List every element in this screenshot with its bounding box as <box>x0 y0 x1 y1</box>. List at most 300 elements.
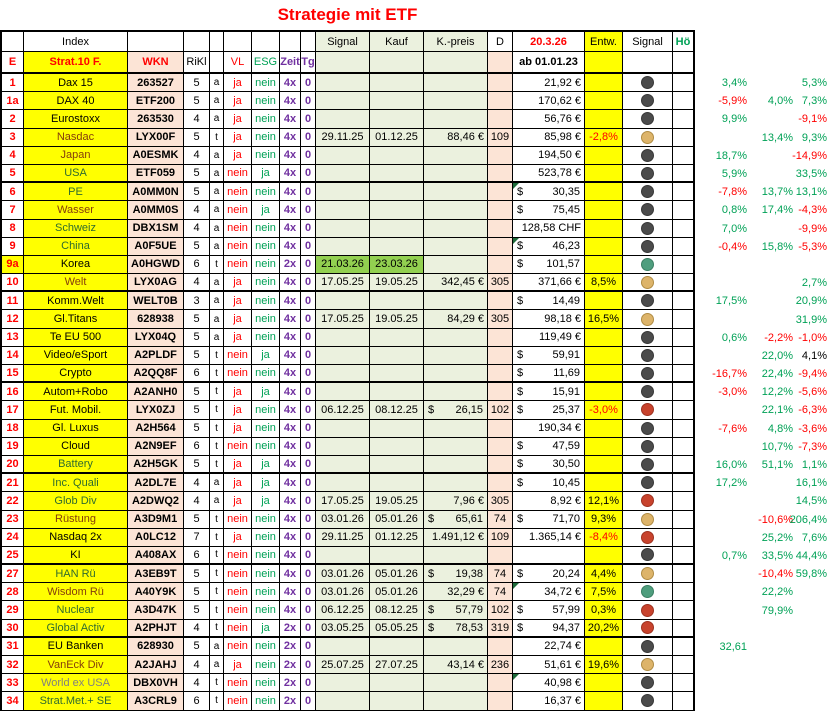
kaufpreis-cell[interactable] <box>424 183 488 200</box>
vl-cell[interactable]: nein <box>224 238 252 255</box>
days-cell[interactable] <box>488 674 513 691</box>
header-blank-signal[interactable] <box>316 52 370 72</box>
vl-cell[interactable]: ja <box>224 529 252 546</box>
index-label-cell[interactable]: Wasser <box>24 201 128 218</box>
kaufpreis-cell[interactable]: 7,96 € <box>424 492 488 509</box>
wkn-cell[interactable]: LYX00F <box>128 129 184 146</box>
current-price-cell[interactable]: 40,98 € <box>513 674 585 691</box>
entw-cell[interactable] <box>585 347 623 364</box>
performance-pct-cell[interactable] <box>747 165 793 183</box>
hoe-cell[interactable] <box>673 401 693 418</box>
performance-pct-cell[interactable] <box>695 129 747 147</box>
performance-pct-cell[interactable]: 33,5% <box>761 549 793 562</box>
performance-pct-cell[interactable]: 17,2% <box>715 477 747 490</box>
performance-pct-cell[interactable] <box>695 256 747 274</box>
performance-pct-cell[interactable] <box>793 656 827 674</box>
tg-cell[interactable]: 0 <box>301 110 316 127</box>
esg-cell[interactable]: nein <box>252 238 280 255</box>
performance-pct-cell[interactable]: -2,2% <box>764 331 793 344</box>
performance-pct-cell[interactable]: 13,7% <box>761 186 793 199</box>
kaufpreis-cell[interactable]: 342,45 € <box>424 274 488 290</box>
header-d[interactable]: D <box>488 32 513 51</box>
vl-cell[interactable]: nein <box>224 638 252 655</box>
days-cell[interactable] <box>488 692 513 709</box>
header-at[interactable] <box>210 52 224 72</box>
current-price-cell[interactable]: 194,50 € <box>513 147 585 164</box>
tg-cell[interactable]: 0 <box>301 365 316 381</box>
row-id-cell[interactable]: 7 <box>2 201 24 218</box>
hoe-cell[interactable] <box>673 511 693 528</box>
kauf-date-cell[interactable] <box>370 420 424 437</box>
tg-cell[interactable]: 0 <box>301 529 316 546</box>
wkn-cell[interactable]: A2DWQ2 <box>128 492 184 509</box>
row-id-cell[interactable]: 9a <box>2 256 24 273</box>
days-cell[interactable] <box>488 147 513 164</box>
current-price-cell[interactable] <box>513 365 585 381</box>
current-price-cell[interactable]: 8,92 € <box>513 492 585 509</box>
vl-cell[interactable]: ja <box>224 310 252 327</box>
vl-cell[interactable]: ja <box>224 656 252 673</box>
esg-cell[interactable]: ja <box>252 456 280 472</box>
signal-date-cell[interactable]: 03.01.26 <box>316 565 370 582</box>
signal-dot-cell[interactable] <box>623 420 673 437</box>
kaufpreis-cell[interactable] <box>424 383 488 400</box>
vl-cell[interactable]: nein <box>224 256 252 273</box>
kauf-date-cell[interactable] <box>370 438 424 455</box>
row-id-cell[interactable]: 13 <box>2 329 24 346</box>
kauf-date-cell[interactable]: 19.05.25 <box>370 310 424 327</box>
signal-date-cell[interactable] <box>316 383 370 400</box>
performance-pct-cell[interactable]: 4,8% <box>767 422 793 435</box>
type-cell[interactable]: a <box>210 220 224 237</box>
performance-pct-cell[interactable]: 0,6% <box>721 331 747 344</box>
kauf-date-cell[interactable]: 05.05.25 <box>370 620 424 636</box>
kauf-date-cell[interactable] <box>370 547 424 563</box>
type-cell[interactable]: t <box>210 674 224 691</box>
type-cell[interactable]: a <box>210 656 224 673</box>
index-label-cell[interactable]: PE <box>24 183 128 200</box>
wkn-cell[interactable]: LYX04Q <box>128 329 184 346</box>
zeit-cell[interactable]: 2x <box>280 638 301 655</box>
kaufpreis-cell[interactable]: 84,29 € <box>424 310 488 327</box>
row-id-cell[interactable]: 3 <box>2 129 24 146</box>
esg-cell[interactable]: nein <box>252 365 280 381</box>
vl-cell[interactable]: nein <box>224 547 252 563</box>
signal-dot-cell[interactable] <box>623 329 673 346</box>
entw-cell[interactable] <box>585 256 623 273</box>
tg-cell[interactable]: 0 <box>301 256 316 273</box>
kaufpreis-cell[interactable] <box>424 511 488 528</box>
signal-dot-cell[interactable] <box>623 110 673 127</box>
index-label-cell[interactable]: Strat.Met.+ SE <box>24 692 128 709</box>
tg-cell[interactable]: 0 <box>301 692 316 709</box>
row-id-cell[interactable]: 23 <box>2 511 24 528</box>
entw-cell[interactable] <box>585 674 623 691</box>
performance-pct-cell[interactable]: -6,3% <box>798 404 827 417</box>
tg-cell[interactable]: 0 <box>301 201 316 218</box>
wkn-cell[interactable]: WELT0B <box>128 292 184 309</box>
hoe-cell[interactable] <box>673 638 693 655</box>
entw-cell[interactable] <box>585 692 623 709</box>
tg-cell[interactable]: 0 <box>301 165 316 181</box>
signal-date-cell[interactable] <box>316 292 370 309</box>
kauf-date-cell[interactable] <box>370 201 424 218</box>
index-label-cell[interactable]: Te EU 500 <box>24 329 128 346</box>
rikl-cell[interactable]: 3 <box>184 292 210 309</box>
header-index[interactable]: Index <box>24 32 128 51</box>
kauf-date-cell[interactable] <box>370 365 424 381</box>
days-cell[interactable]: 102 <box>488 601 513 618</box>
signal-date-cell[interactable]: 29.11.25 <box>316 529 370 546</box>
signal-dot-cell[interactable] <box>623 511 673 528</box>
entw-cell[interactable] <box>585 329 623 346</box>
index-label-cell[interactable]: Dax 15 <box>24 74 128 91</box>
vl-cell[interactable]: nein <box>224 692 252 709</box>
signal-date-cell[interactable] <box>316 74 370 91</box>
signal-date-cell[interactable]: 17.05.25 <box>316 492 370 509</box>
hoe-cell[interactable] <box>673 274 693 290</box>
rikl-cell[interactable]: 6 <box>184 365 210 381</box>
performance-pct-cell[interactable] <box>747 274 793 292</box>
performance-pct-cell[interactable] <box>793 583 827 601</box>
type-cell[interactable]: t <box>210 583 224 600</box>
header-blank-at[interactable] <box>210 32 224 51</box>
hoe-cell[interactable] <box>673 383 693 400</box>
row-id-cell[interactable]: 11 <box>2 292 24 309</box>
performance-pct-cell[interactable]: -5,3% <box>798 240 827 253</box>
current-price-cell[interactable] <box>513 547 585 563</box>
kaufpreis-cell[interactable] <box>424 420 488 437</box>
entw-cell[interactable] <box>585 365 623 381</box>
kauf-date-cell[interactable]: 08.12.25 <box>370 401 424 418</box>
zeit-cell[interactable]: 4x <box>280 147 301 164</box>
header-entw[interactable]: Entw. <box>585 32 623 51</box>
row-id-cell[interactable]: 4 <box>2 147 24 164</box>
current-price-cell[interactable] <box>513 565 585 582</box>
tg-cell[interactable]: 0 <box>301 383 316 400</box>
zeit-cell[interactable]: 4x <box>280 201 301 218</box>
tg-cell[interactable]: 0 <box>301 347 316 364</box>
index-label-cell[interactable]: Komm.Welt <box>24 292 128 309</box>
header-ab-date[interactable]: ab 01.01.23 <box>513 52 585 72</box>
kauf-date-cell[interactable] <box>370 383 424 400</box>
signal-date-cell[interactable]: 03.05.25 <box>316 620 370 636</box>
vl-cell[interactable]: ja <box>224 474 252 491</box>
zeit-cell[interactable]: 2x <box>280 620 301 636</box>
rikl-cell[interactable]: 5 <box>184 383 210 400</box>
header-blank-tg[interactable] <box>301 32 316 51</box>
entw-cell[interactable] <box>585 201 623 218</box>
kaufpreis-cell[interactable] <box>424 329 488 346</box>
row-id-cell[interactable]: 15 <box>2 365 24 381</box>
performance-pct-cell[interactable]: 5,3% <box>801 77 827 90</box>
hoe-cell[interactable] <box>673 129 693 146</box>
performance-pct-cell[interactable]: 10,7% <box>761 440 793 453</box>
entw-cell[interactable]: 7,5% <box>585 583 623 600</box>
entw-cell[interactable] <box>585 238 623 255</box>
signal-dot-cell[interactable] <box>623 129 673 146</box>
tg-cell[interactable]: 0 <box>301 674 316 691</box>
rikl-cell[interactable]: 6 <box>184 692 210 709</box>
zeit-cell[interactable]: 2x <box>280 256 301 273</box>
current-price-cell[interactable] <box>513 201 585 218</box>
rikl-cell[interactable]: 4 <box>184 674 210 691</box>
hoe-cell[interactable] <box>673 183 693 200</box>
current-price-cell[interactable]: 85,98 € <box>513 129 585 146</box>
index-label-cell[interactable]: HAN Rü <box>24 565 128 582</box>
row-id-cell[interactable]: 8 <box>2 220 24 237</box>
signal-dot-cell[interactable] <box>623 620 673 636</box>
vl-cell[interactable]: nein <box>224 620 252 636</box>
tg-cell[interactable]: 0 <box>301 492 316 509</box>
rikl-cell[interactable]: 5 <box>184 165 210 181</box>
performance-pct-cell[interactable] <box>793 601 827 619</box>
kaufpreis-cell[interactable]: 43,14 € <box>424 656 488 673</box>
hoe-cell[interactable] <box>673 547 693 563</box>
kaufpreis-cell[interactable] <box>424 438 488 455</box>
hoe-cell[interactable] <box>673 620 693 636</box>
wkn-cell[interactable]: 628930 <box>128 638 184 655</box>
signal-date-cell[interactable]: 17.05.25 <box>316 274 370 290</box>
performance-pct-cell[interactable]: -5,9% <box>718 95 747 108</box>
days-cell[interactable]: 319 <box>488 620 513 636</box>
wkn-cell[interactable]: A2ANH0 <box>128 383 184 400</box>
esg-cell[interactable]: ja <box>252 620 280 636</box>
entw-cell[interactable]: 8,5% <box>585 274 623 290</box>
tg-cell[interactable]: 0 <box>301 292 316 309</box>
kauf-date-cell[interactable]: 08.12.25 <box>370 601 424 618</box>
performance-pct-cell[interactable]: 2,7% <box>801 277 827 290</box>
zeit-cell[interactable]: 4x <box>280 165 301 181</box>
header-blank-rikl[interactable] <box>184 32 210 51</box>
days-cell[interactable]: 109 <box>488 129 513 146</box>
rikl-cell[interactable]: 5 <box>184 74 210 91</box>
esg-cell[interactable]: nein <box>252 692 280 709</box>
header-signal[interactable]: Signal <box>316 32 370 51</box>
entw-cell[interactable] <box>585 183 623 200</box>
header-blank-entw[interactable] <box>585 52 623 72</box>
header-kpreis[interactable]: K.-preis <box>424 32 488 51</box>
performance-pct-cell[interactable] <box>793 620 827 638</box>
days-cell[interactable] <box>488 74 513 91</box>
days-cell[interactable] <box>488 347 513 364</box>
days-cell[interactable] <box>488 201 513 218</box>
wkn-cell[interactable]: A3CRL9 <box>128 692 184 709</box>
kauf-date-cell[interactable]: 05.01.26 <box>370 565 424 582</box>
esg-cell[interactable]: nein <box>252 147 280 164</box>
current-price-cell[interactable] <box>513 256 585 273</box>
signal-dot-cell[interactable] <box>623 529 673 546</box>
performance-pct-cell[interactable] <box>747 492 793 510</box>
wkn-cell[interactable]: A0LC12 <box>128 529 184 546</box>
performance-pct-cell[interactable] <box>747 147 793 165</box>
kaufpreis-cell[interactable]: 1.491,12 € <box>424 529 488 546</box>
vl-cell[interactable]: ja <box>224 383 252 400</box>
performance-pct-cell[interactable] <box>695 492 747 510</box>
esg-cell[interactable]: nein <box>252 274 280 290</box>
header-blank-wkn[interactable] <box>128 32 184 51</box>
signal-date-cell[interactable] <box>316 547 370 563</box>
performance-pct-cell[interactable]: -3,6% <box>798 422 827 435</box>
hoe-cell[interactable] <box>673 565 693 582</box>
index-label-cell[interactable]: Rüstung <box>24 511 128 528</box>
signal-date-cell[interactable]: 29.11.25 <box>316 129 370 146</box>
performance-pct-cell[interactable]: -3,0% <box>718 386 747 399</box>
performance-pct-cell[interactable]: 9,9% <box>721 113 747 126</box>
wkn-cell[interactable]: LYX0ZJ <box>128 401 184 418</box>
esg-cell[interactable]: nein <box>252 438 280 455</box>
kaufpreis-cell[interactable] <box>424 401 488 418</box>
wkn-cell[interactable]: DBX0VH <box>128 674 184 691</box>
row-id-cell[interactable]: 1a <box>2 92 24 109</box>
signal-date-cell[interactable] <box>316 365 370 381</box>
kauf-date-cell[interactable]: 05.01.26 <box>370 583 424 600</box>
esg-cell[interactable]: ja <box>252 492 280 509</box>
entw-cell[interactable]: -2,8% <box>585 129 623 146</box>
current-price-cell[interactable]: 16,37 € <box>513 692 585 709</box>
current-price-cell[interactable] <box>513 292 585 309</box>
kauf-date-cell[interactable] <box>370 347 424 364</box>
type-cell[interactable]: t <box>210 438 224 455</box>
header-vl[interactable]: VL <box>224 52 252 72</box>
vl-cell[interactable]: nein <box>224 511 252 528</box>
esg-cell[interactable]: nein <box>252 329 280 346</box>
performance-pct-cell[interactable] <box>695 601 747 619</box>
signal-dot-cell[interactable] <box>623 383 673 400</box>
kaufpreis-cell[interactable] <box>424 456 488 472</box>
entw-cell[interactable]: 12,1% <box>585 492 623 509</box>
rikl-cell[interactable]: 5 <box>184 329 210 346</box>
signal-dot-cell[interactable] <box>623 583 673 600</box>
performance-pct-cell[interactable] <box>747 310 793 328</box>
current-price-cell[interactable]: 21,92 € <box>513 74 585 91</box>
performance-pct-cell[interactable]: -16,7% <box>712 368 747 381</box>
performance-pct-cell[interactable]: 59,8% <box>795 568 827 581</box>
row-id-cell[interactable]: 28 <box>2 583 24 600</box>
esg-cell[interactable]: nein <box>252 220 280 237</box>
days-cell[interactable] <box>488 456 513 472</box>
index-label-cell[interactable]: Cloud <box>24 438 128 455</box>
signal-date-cell[interactable] <box>316 420 370 437</box>
days-cell[interactable] <box>488 438 513 455</box>
signal-dot-cell[interactable] <box>623 601 673 618</box>
entw-cell[interactable]: 16,5% <box>585 310 623 327</box>
esg-cell[interactable]: nein <box>252 292 280 309</box>
days-cell[interactable]: 102 <box>488 401 513 418</box>
kauf-date-cell[interactable] <box>370 238 424 255</box>
signal-date-cell[interactable] <box>316 456 370 472</box>
esg-cell[interactable]: nein <box>252 110 280 127</box>
signal-dot-cell[interactable] <box>623 401 673 418</box>
performance-pct-cell[interactable]: 17,5% <box>715 295 747 308</box>
index-label-cell[interactable]: Gl. Luxus <box>24 420 128 437</box>
performance-pct-cell[interactable] <box>747 638 793 656</box>
performance-pct-cell[interactable]: 20,9% <box>795 295 827 308</box>
header-e[interactable]: E <box>2 52 24 72</box>
kauf-date-cell[interactable] <box>370 165 424 181</box>
hoe-cell[interactable] <box>673 456 693 472</box>
performance-pct-cell[interactable]: 22,4% <box>761 368 793 381</box>
index-label-cell[interactable]: Glob Div <box>24 492 128 509</box>
signal-date-cell[interactable] <box>316 474 370 491</box>
signal-date-cell[interactable]: 06.12.25 <box>316 601 370 618</box>
row-id-cell[interactable]: 2 <box>2 110 24 127</box>
zeit-cell[interactable]: 4x <box>280 601 301 618</box>
signal-date-cell[interactable] <box>316 329 370 346</box>
signal-dot-cell[interactable] <box>623 165 673 181</box>
performance-pct-cell[interactable]: 51,1% <box>761 459 793 472</box>
signal-date-cell[interactable] <box>316 201 370 218</box>
rikl-cell[interactable]: 5 <box>184 565 210 582</box>
kauf-date-cell[interactable] <box>370 329 424 346</box>
index-label-cell[interactable]: China <box>24 238 128 255</box>
current-price-cell[interactable]: 523,78 € <box>513 165 585 181</box>
rikl-cell[interactable]: 5 <box>184 347 210 364</box>
kaufpreis-cell[interactable] <box>424 620 488 636</box>
tg-cell[interactable]: 0 <box>301 401 316 418</box>
wkn-cell[interactable]: A2N9EF <box>128 438 184 455</box>
signal-dot-cell[interactable] <box>623 92 673 109</box>
hoe-cell[interactable] <box>673 329 693 346</box>
current-price-cell[interactable] <box>513 383 585 400</box>
index-label-cell[interactable]: Japan <box>24 147 128 164</box>
kaufpreis-cell[interactable] <box>424 256 488 273</box>
signal-date-cell[interactable] <box>316 692 370 709</box>
row-id-cell[interactable]: 33 <box>2 674 24 691</box>
header-date[interactable]: 20.3.26 <box>513 32 585 51</box>
row-id-cell[interactable]: 17 <box>2 401 24 418</box>
performance-pct-cell[interactable]: 31,9% <box>795 313 827 326</box>
zeit-cell[interactable]: 4x <box>280 456 301 472</box>
type-cell[interactable]: a <box>210 147 224 164</box>
esg-cell[interactable]: nein <box>252 529 280 546</box>
row-id-cell[interactable]: 29 <box>2 601 24 618</box>
zeit-cell[interactable]: 4x <box>280 438 301 455</box>
signal-dot-cell[interactable] <box>623 656 673 673</box>
performance-pct-cell[interactable]: 4,0% <box>767 95 793 108</box>
esg-cell[interactable]: nein <box>252 256 280 273</box>
entw-cell[interactable] <box>585 456 623 472</box>
performance-pct-cell[interactable] <box>695 565 747 583</box>
performance-pct-cell[interactable]: -9,9% <box>798 222 827 235</box>
days-cell[interactable]: 305 <box>488 274 513 290</box>
rikl-cell[interactable]: 5 <box>184 92 210 109</box>
type-cell[interactable]: a <box>210 474 224 491</box>
hoe-cell[interactable] <box>673 74 693 91</box>
tg-cell[interactable]: 0 <box>301 420 316 437</box>
hoe-cell[interactable] <box>673 365 693 381</box>
kauf-date-cell[interactable] <box>370 92 424 109</box>
index-label-cell[interactable]: Battery <box>24 456 128 472</box>
vl-cell[interactable]: ja <box>224 129 252 146</box>
zeit-cell[interactable]: 4x <box>280 129 301 146</box>
performance-pct-cell[interactable] <box>747 656 793 674</box>
rikl-cell[interactable]: 5 <box>184 310 210 327</box>
wkn-cell[interactable]: A2DL7E <box>128 474 184 491</box>
row-id-cell[interactable]: 19 <box>2 438 24 455</box>
kauf-date-cell[interactable] <box>370 220 424 237</box>
esg-cell[interactable]: nein <box>252 547 280 563</box>
performance-pct-cell[interactable] <box>695 583 747 601</box>
performance-pct-cell[interactable] <box>695 620 747 638</box>
tg-cell[interactable]: 0 <box>301 129 316 146</box>
performance-pct-cell[interactable]: 44,4% <box>795 549 827 562</box>
performance-pct-cell[interactable]: 16,0% <box>715 459 747 472</box>
rikl-cell[interactable]: 4 <box>184 201 210 218</box>
zeit-cell[interactable]: 4x <box>280 492 301 509</box>
index-label-cell[interactable]: Eurostoxx <box>24 110 128 127</box>
index-label-cell[interactable]: Schweiz <box>24 220 128 237</box>
